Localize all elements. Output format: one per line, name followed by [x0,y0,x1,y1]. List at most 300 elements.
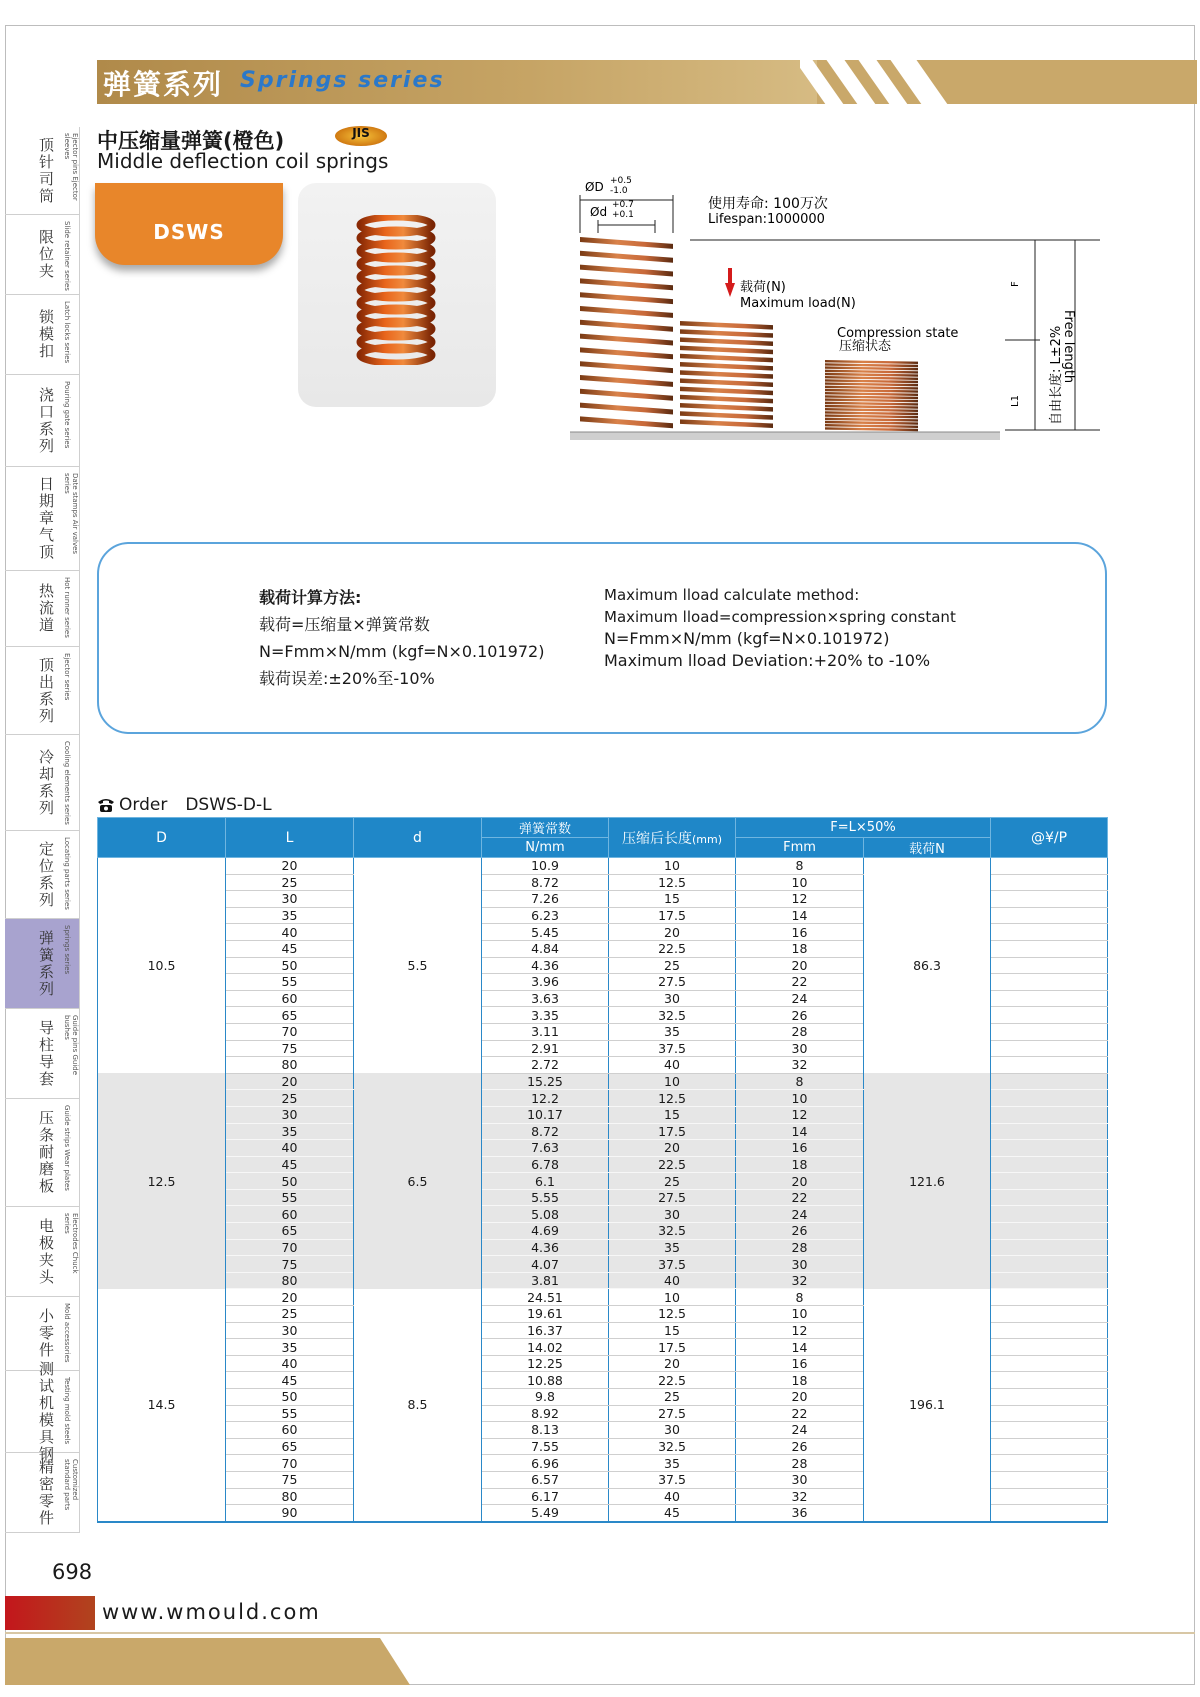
solid-length-label: L1 [1010,395,1021,407]
sidebar-item-label-cn: 测试机模具钢 [39,1359,55,1463]
cell-L: 35 [226,1339,354,1356]
photo-coil [360,347,432,363]
cell-spring-constant: 3.96 [482,974,609,991]
calc-line3-cn: 载荷误差:±20%至-10% [259,669,435,688]
cell-spring-constant: 6.17 [482,1488,609,1505]
coil [825,427,918,431]
cell-Fmm: 28 [736,1023,864,1040]
cell-after-length: 35 [609,1239,736,1256]
coil [680,362,773,371]
cell-after-length: 40 [609,1057,736,1074]
cell-d: 6.5 [354,1073,482,1289]
coil [580,416,673,428]
coil [825,382,918,386]
sidebar-item-label-cn: 电极夹头 [39,1216,55,1286]
cell-price [991,1206,1108,1223]
cell-price [991,1023,1108,1040]
cell-L: 80 [226,1057,354,1074]
cell-price [991,1422,1108,1439]
cell-price [991,858,1108,875]
cell-L: 65 [226,1438,354,1455]
sidebar-item-label-cn: 日期章气顶 [39,475,55,561]
cell-L: 55 [226,974,354,991]
cell-price [991,940,1108,957]
sidebar-item[interactable] [5,571,80,647]
cell-after-length: 25 [609,1389,736,1406]
cell-spring-constant: 3.81 [482,1272,609,1289]
sidebar-item-label-cn: 压条耐磨板 [39,1109,55,1195]
sidebar-item-label-en: Ejector series [63,653,71,701]
cell-L: 75 [226,1256,354,1273]
coil [680,354,773,363]
coil [825,370,918,374]
cell-after-length: 20 [609,1355,736,1372]
cell-L: 60 [226,1206,354,1223]
coil [580,251,673,263]
cell-price [991,974,1108,991]
cell-price [991,1372,1108,1389]
cell-spring-constant: 6.57 [482,1471,609,1488]
col-header-constant-cn: 弹簧常数 [482,818,609,838]
cell-price [991,1355,1108,1372]
calc-line2-en: N=Fmm×N/mm (kgf=N×0.101972) [604,629,890,648]
coil [580,334,673,346]
coil [680,378,773,387]
coil [825,405,918,409]
coil [825,360,918,364]
calc-line3-en: Maximum lload Deviation:+20% to -10% [604,651,931,670]
cell-after-length: 37.5 [609,1256,736,1273]
table-row [98,1073,1108,1090]
cell-D: 12.5 [98,1073,226,1289]
cell-price [991,1223,1108,1240]
section-title-cn: 弹簧系列 [103,68,224,101]
cell-load: 86.3 [864,858,991,1074]
cell-price [991,1438,1108,1455]
cell-after-length: 10 [609,1289,736,1306]
cell-spring-constant: 16.37 [482,1322,609,1339]
cell-spring-constant: 6.23 [482,907,609,924]
cell-price [991,1488,1108,1505]
cell-price [991,1339,1108,1356]
cell-Fmm: 24 [736,1206,864,1223]
sidebar-item-label-en: Customized standard parts [63,1459,79,1511]
svg-text:+0.1: +0.1 [612,210,634,220]
coil [580,278,673,290]
cell-Fmm: 10 [736,1090,864,1107]
sidebar-item-label-cn: 浇口系列 [39,385,55,455]
coil [580,361,673,373]
cell-after-length: 20 [609,924,736,941]
cell-Fmm: 10 [736,874,864,891]
sidebar-item-label-cn: 小零件 [39,1307,55,1359]
cell-after-length: 17.5 [609,1339,736,1356]
calc-line2-cn: N=Fmm×N/mm (kgf=N×0.101972) [259,642,545,661]
cell-spring-constant: 10.9 [482,858,609,875]
calc-line1-cn: 载荷=压缩量×弹簧常数 [259,615,430,634]
cell-after-length: 12.5 [609,874,736,891]
cell-Fmm: 8 [736,1073,864,1090]
svg-text:+0.7: +0.7 [612,200,634,210]
cell-after-length: 40 [609,1488,736,1505]
sidebar-item-label-en: Hot runner series [63,577,71,638]
coil [825,398,918,402]
cell-after-length: 10 [609,858,736,875]
cell-L: 35 [226,907,354,924]
cell-Fmm: 14 [736,907,864,924]
cell-after-length: 40 [609,1272,736,1289]
cell-spring-constant: 8.13 [482,1422,609,1439]
cell-after-length: 17.5 [609,907,736,924]
cell-L: 50 [226,1173,354,1190]
cell-price [991,1123,1108,1140]
coil [680,419,773,428]
cell-Fmm: 16 [736,1355,864,1372]
svg-text:+0.5: +0.5 [610,176,632,186]
cell-after-length: 12.5 [609,1090,736,1107]
cell-after-length: 15 [609,1106,736,1123]
cell-Fmm: 30 [736,1256,864,1273]
cell-L: 25 [226,1306,354,1323]
sidebar-item-label-en: Pouring gate series [63,381,71,449]
sidebar-item-label-en: Mold accessories [63,1303,71,1363]
cell-Fmm: 20 [736,957,864,974]
sidebar-item-label-en: Testing mold steels [63,1377,71,1445]
order-code: DSWS-D-L [185,795,272,815]
cell-spring-constant: 3.63 [482,990,609,1007]
col-header-L: L [226,818,354,858]
cell-after-length: 32.5 [609,1007,736,1024]
cell-after-length: 30 [609,1422,736,1439]
cell-spring-constant: 8.92 [482,1405,609,1422]
cell-after-length: 32.5 [609,1223,736,1240]
cell-L: 80 [226,1272,354,1289]
coil [825,424,918,428]
cell-Fmm: 8 [736,1289,864,1306]
cell-spring-constant: 7.55 [482,1438,609,1455]
product-code: DSWS [153,220,225,244]
cell-Fmm: 30 [736,1040,864,1057]
sidebar-item[interactable] [5,127,80,215]
cell-Fmm: 24 [736,1422,864,1439]
sidebar-item-label-cn: 导柱导套 [39,1018,55,1088]
coil [580,389,673,401]
sidebar-item-label-cn: 弹簧系列 [39,928,55,998]
sidebar-item[interactable] [5,1099,80,1207]
col-header-load: 载荷N [864,838,991,858]
cell-Fmm: 12 [736,1106,864,1123]
cell-Fmm: 22 [736,974,864,991]
category-sidebar [5,127,80,1533]
cell-price [991,924,1108,941]
cell-Fmm: 26 [736,1007,864,1024]
cell-spring-constant: 4.36 [482,957,609,974]
cell-after-length: 17.5 [609,1123,736,1140]
cell-price [991,1173,1108,1190]
coil [680,411,773,420]
coil [580,375,673,387]
load-label-en: Maximum load(N) [740,296,856,311]
section-title-en: Springs series [240,68,445,93]
coil [825,402,918,406]
cell-after-length: 35 [609,1023,736,1040]
cell-price [991,891,1108,908]
coil [825,395,918,399]
cell-L: 25 [226,874,354,891]
coil [825,418,918,422]
cell-L: 90 [226,1505,354,1522]
cell-after-length: 20 [609,1140,736,1157]
cell-price [991,1007,1108,1024]
cell-after-length: 27.5 [609,1189,736,1206]
cell-price [991,874,1108,891]
cell-L: 45 [226,940,354,957]
cell-after-length: 15 [609,1322,736,1339]
cell-L: 30 [226,1322,354,1339]
sidebar-item[interactable] [5,919,80,1009]
footer-gold-band [5,1638,410,1685]
cell-spring-constant: 5.08 [482,1206,609,1223]
product-title-en: Middle deflection coil springs [97,149,389,173]
cell-L: 70 [226,1023,354,1040]
cell-price [991,1189,1108,1206]
cell-D: 14.5 [98,1289,226,1522]
coil [580,347,673,359]
sidebar-item-label-en: Ejector pins Ejector sleeves [63,133,79,201]
col-header-F-group: F=L×50% [736,818,991,838]
telephone-icon [97,797,115,813]
table-row [98,1289,1108,1306]
cell-L: 25 [226,1090,354,1107]
svg-text:-1.0: -1.0 [610,186,628,196]
sidebar-item[interactable] [5,1207,80,1297]
sidebar-item-label-en: Slide retainer series [63,221,71,291]
cell-after-length: 30 [609,1206,736,1223]
sidebar-item-label-en: Latch locks series [63,301,71,364]
sidebar-item-label-cn: 冷却系列 [39,747,55,817]
deflection-label: F [1010,281,1021,287]
cell-spring-constant: 4.36 [482,1239,609,1256]
cell-L: 40 [226,924,354,941]
sidebar-item[interactable] [5,1453,80,1533]
cell-Fmm: 12 [736,891,864,908]
cell-after-length: 10 [609,1073,736,1090]
sidebar-item[interactable] [5,735,80,831]
coil [825,392,918,396]
free-length-en: Free length [1061,310,1076,384]
cell-price [991,1455,1108,1472]
coil [825,379,918,383]
cell-price [991,1057,1108,1074]
cell-L: 65 [226,1223,354,1240]
cell-spring-constant: 24.51 [482,1289,609,1306]
cell-spring-constant: 3.11 [482,1023,609,1040]
coil [580,237,673,249]
cell-spring-constant: 19.61 [482,1306,609,1323]
cell-after-length: 27.5 [609,1405,736,1422]
cell-after-length: 37.5 [609,1040,736,1057]
sidebar-item-label-cn: 顶出系列 [39,655,55,725]
cell-L: 70 [226,1239,354,1256]
sidebar-item-label-cn: 顶针司筒 [39,135,55,205]
cell-Fmm: 16 [736,924,864,941]
cell-after-length: 30 [609,990,736,1007]
cell-Fmm: 26 [736,1438,864,1455]
col-header-after-length: 压缩后长度(mm) [609,818,736,858]
order-line [97,795,272,815]
sidebar-item-label-en: Cooling elements series [63,741,71,825]
cell-Fmm: 24 [736,990,864,1007]
coil [680,346,773,355]
cell-after-length: 22.5 [609,1156,736,1173]
product-title-cn: 中压缩量弹簧(橙色) [97,129,285,153]
coil [825,414,918,418]
cell-L: 65 [226,1007,354,1024]
cell-after-length: 22.5 [609,1372,736,1389]
sidebar-item-label-cn: 精密零件 [39,1457,55,1527]
wire-diameter-label: Ød [590,205,608,219]
coil [580,265,673,277]
cell-load: 121.6 [864,1073,991,1289]
free-length-cn: 自由长度: L±2% [1049,325,1064,425]
load-label-cn: 载荷(N) [740,280,786,295]
sidebar-item[interactable] [5,467,80,571]
lifespan-cn: 使用寿命: 100万次 [708,196,828,212]
cell-L: 50 [226,1389,354,1406]
cell-L: 35 [226,1123,354,1140]
calc-heading-cn: 载荷计算方法: [259,588,362,607]
sidebar-item[interactable] [5,647,80,735]
compression-label-cn: 压缩状态 [839,339,892,354]
sidebar-item-label-cn: 限位夹 [39,228,55,280]
coil [825,421,918,425]
sidebar-item[interactable] [5,375,80,467]
coil [680,387,773,396]
cell-Fmm: 30 [736,1471,864,1488]
calc-line1-en: Maximum lload=compression×spring constant [604,608,956,626]
cell-price [991,1306,1108,1323]
cell-Fmm: 8 [736,858,864,875]
footer-rule [5,1632,1195,1634]
cell-L: 55 [226,1405,354,1422]
spring-diagram [560,175,1120,480]
cell-spring-constant: 5.49 [482,1505,609,1522]
cell-spring-constant: 7.26 [482,891,609,908]
col-header-price: @¥/P [991,818,1108,858]
cell-Fmm: 14 [736,1339,864,1356]
col-header-constant-unit: N/mm [482,838,609,858]
sidebar-item-label-en: Springs series [63,925,71,975]
cell-spring-constant: 15.25 [482,1073,609,1090]
cell-Fmm: 26 [736,1223,864,1240]
cell-price [991,1156,1108,1173]
outer-diameter-label: ØD [585,180,604,194]
cell-spring-constant: 2.72 [482,1057,609,1074]
cell-L: 80 [226,1488,354,1505]
cell-L: 70 [226,1455,354,1472]
cell-price [991,1090,1108,1107]
compressed-spring [825,360,918,431]
cell-spring-constant: 10.17 [482,1106,609,1123]
cell-L: 75 [226,1471,354,1488]
cell-spring-constant: 6.1 [482,1173,609,1190]
cell-after-length: 37.5 [609,1471,736,1488]
cell-price [991,1239,1108,1256]
page-number: 698 [52,1560,93,1584]
cell-Fmm: 20 [736,1173,864,1190]
cell-Fmm: 10 [736,1306,864,1323]
cell-L: 20 [226,1289,354,1306]
cell-Fmm: 18 [736,1156,864,1173]
cell-Fmm: 22 [736,1189,864,1206]
sidebar-item[interactable] [5,295,80,375]
cell-Fmm: 20 [736,1389,864,1406]
sidebar-item-label-en: Guide strips Wear plates [63,1105,71,1191]
cell-Fmm: 22 [736,1405,864,1422]
coil [580,320,673,332]
sidebar-item[interactable] [5,1359,80,1463]
cell-Fmm: 36 [736,1505,864,1522]
cell-D: 10.5 [98,858,226,1074]
cell-Fmm: 28 [736,1455,864,1472]
cell-spring-constant: 6.96 [482,1455,609,1472]
cell-price [991,957,1108,974]
cell-spring-constant: 10.88 [482,1372,609,1389]
sidebar-item[interactable] [5,215,80,295]
coil [825,363,918,367]
coil [825,376,918,380]
coil [680,403,773,412]
cell-L: 50 [226,957,354,974]
cell-spring-constant: 8.72 [482,874,609,891]
sidebar-item-label-cn: 锁模扣 [39,308,55,360]
sidebar-item[interactable] [5,1009,80,1099]
free-spring [580,237,673,428]
cell-L: 60 [226,990,354,1007]
cell-L: 75 [226,1040,354,1057]
cell-spring-constant: 9.8 [482,1389,609,1406]
cell-d: 8.5 [354,1289,482,1522]
cell-L: 60 [226,1422,354,1439]
cell-L: 40 [226,1355,354,1372]
coil [825,408,918,412]
cell-Fmm: 32 [736,1272,864,1289]
cell-price [991,1272,1108,1289]
load-arrow-icon [725,283,735,297]
cell-price [991,990,1108,1007]
cell-spring-constant: 7.63 [482,1140,609,1157]
cell-after-length: 32.5 [609,1438,736,1455]
cell-price [991,1106,1108,1123]
cell-after-length: 35 [609,1455,736,1472]
cell-price [991,1040,1108,1057]
cell-price [991,907,1108,924]
website-url[interactable]: www.wmould.com [102,1600,321,1624]
cell-Fmm: 16 [736,1140,864,1157]
cell-price [991,1256,1108,1273]
cell-spring-constant: 12.25 [482,1355,609,1372]
cell-Fmm: 32 [736,1488,864,1505]
sidebar-item[interactable] [5,831,80,919]
cell-L: 20 [226,858,354,875]
coil [580,292,673,304]
cell-L: 45 [226,1372,354,1389]
ground-base [570,432,1000,440]
cell-after-length: 27.5 [609,974,736,991]
product-photo [298,183,496,407]
header-stripes [800,60,1200,104]
footer-red-block [5,1596,95,1630]
